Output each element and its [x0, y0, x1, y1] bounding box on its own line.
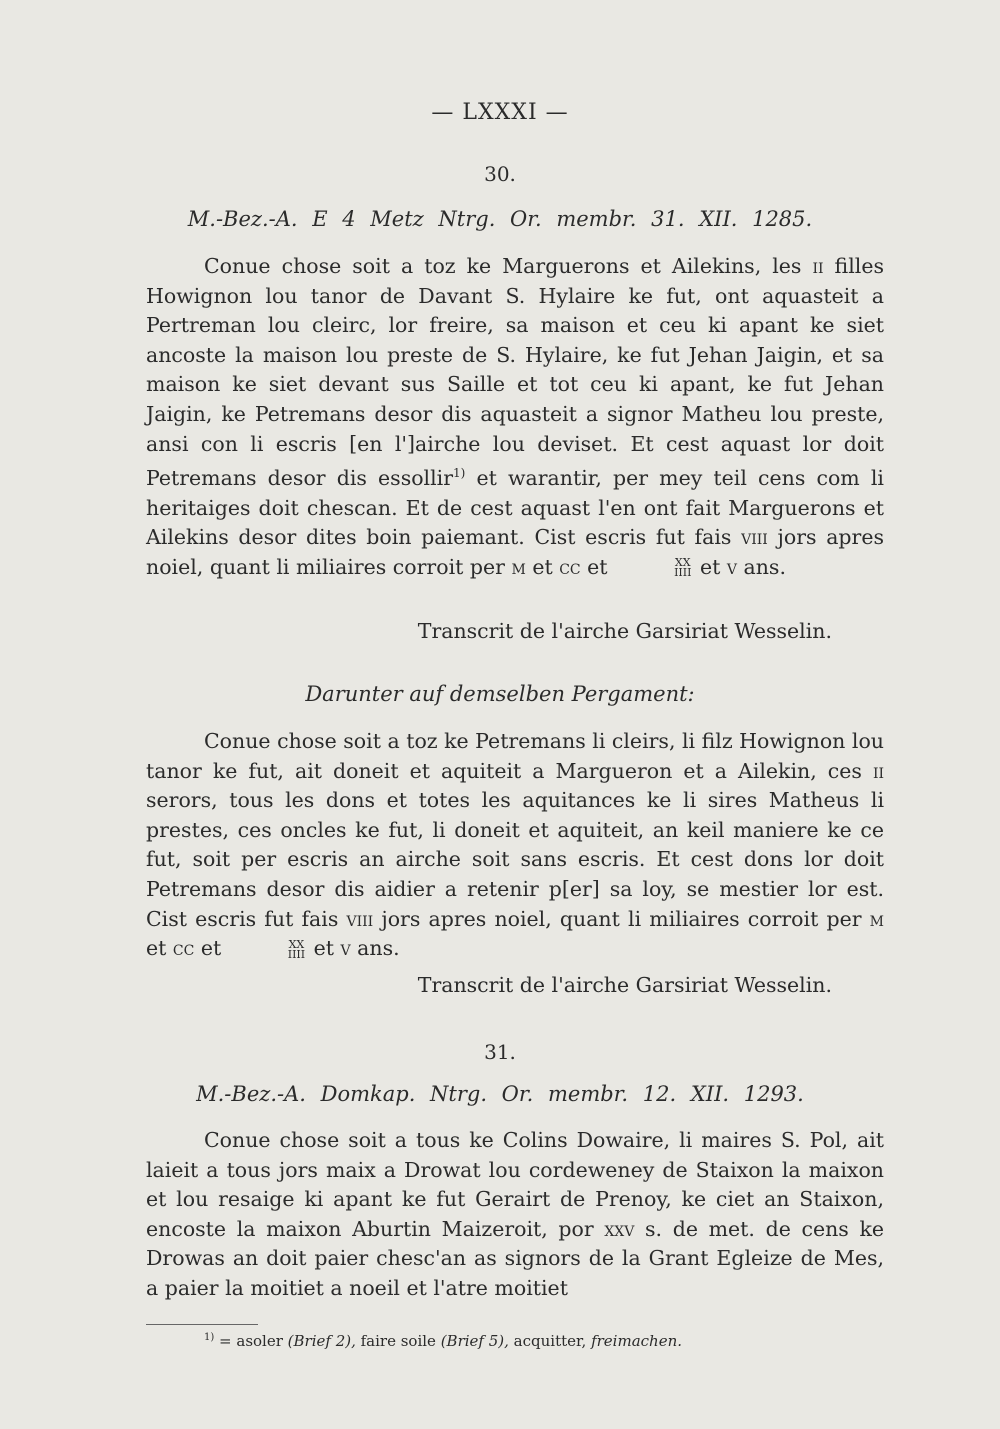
text-run: Conue chose soit a toz ke Marguerons et Ailekins, les: [204, 254, 813, 278]
roman-numeral: ii: [812, 254, 824, 278]
document-number-30: 30.: [484, 162, 516, 186]
text-run: serors, tous les dons et totes les aquitances ke li sires Matheus li prestes, ces oncles ke fut, li doneit et aquiteit, an keil maniere ke ce fut, soit per escris an airche soit sans escris. Et cest dons lor doit Petremans desor dis aidier a retenir p[er] sa loy, se mestier lor est. Cist escris fut fais: [146, 788, 884, 931]
signature-30: Transcrit de l'airche Garsiriat Wesselin.: [417, 619, 832, 643]
text-run: freimachen.: [591, 1332, 683, 1350]
text-run: s. de met. de cens ke Drowas an doit paier chesc'an as signors de la Grant Egleize de Mes, a paier la moitiet a noeil et l'atre moitiet: [146, 1216, 884, 1300]
text-run: acquitter,: [508, 1332, 592, 1350]
text-run: et: [525, 554, 560, 579]
roman-numeral: xxv: [604, 1216, 635, 1241]
page-number: — LXXXI —: [431, 100, 569, 125]
text-run: ans.: [350, 936, 400, 961]
footnote-ref: 1): [453, 466, 466, 481]
text-run: faire soile: [355, 1332, 441, 1350]
paragraph: [146, 727, 884, 964]
text-run: Conue chose soit a tous ke Colins Dowaire, li maires S. Pol, ait laieit a tous jors maix a Drowat lou cordeweney de Staixon la maixon et lou resaige ki apant ke fut Gerairt de Prenoy, ke ciet an Staixon, encoste la maixon Aburtin Maizeroit, por: [146, 1128, 884, 1241]
text-run: jors apres noiel, quant li miliaires corroit per: [146, 525, 884, 579]
text-run: filles Howignon lou tanor de Davant S. Hylaire ke fut, ont aquasteit a Pertreman lou cleirc, lor freire, sa maison et ceu ki apant ke siet ancoste la maison lou preste de S. Hylaire, ke fut Jehan Jaigin, et sa maison ke siet devant sus Saille et tot ceu ki apant, ke fut Jehan Jaigin, ke Petremans desor dis aquasteit a signor Matheu lou preste, ansi con li escris [en l']airche lou deviset. Et cest aquast lor doit Petremans desor dis essollir: [146, 254, 884, 490]
roman-numeral: v: [340, 936, 351, 961]
footnote-ref: (Brief 2),: [287, 1332, 356, 1350]
text-run: et warantir, per mey teil cens com li heritaiges doit chescan. Et de cest aquast l'en ont fait Marguerons et Ailekins desor dites boin paiemant. Cist escris fut fais: [146, 465, 884, 550]
roman-numeral: viii: [346, 906, 374, 931]
document-number-31: 31.: [484, 1040, 516, 1064]
text-run: = asoler: [214, 1332, 288, 1350]
document-30-text: [146, 252, 884, 582]
text-run: et: [194, 936, 228, 961]
fraction-bottom: IIII: [674, 566, 692, 580]
signature-darunter: Transcrit de l'airche Garsiriat Wesselin.: [417, 973, 832, 997]
roman-numeral: m: [511, 554, 526, 579]
roman-numeral: v: [726, 554, 737, 579]
roman-numeral: viii: [741, 525, 768, 550]
document-source-30: M.-Bez.-A. E 4 Metz Ntrg. Or. membr. 31. XII. 1285.: [187, 207, 813, 231]
footnote: [204, 1332, 682, 1350]
text-run: et: [580, 554, 615, 579]
paragraph: [146, 1126, 884, 1304]
text-run: et: [146, 936, 173, 961]
fraction-bottom: IIII: [287, 947, 306, 961]
document-source-31: M.-Bez.-A. Domkap. Ntrg. Or. membr. 12. XII. 1293.: [196, 1082, 804, 1106]
footnote-marker: 1): [204, 1332, 215, 1343]
roman-numeral: cc: [559, 554, 581, 579]
text-run: et: [307, 936, 341, 961]
footnote-ref: (Brief 5),: [440, 1332, 509, 1350]
roman-fraction: [616, 558, 691, 578]
text-run: Conue chose soit a toz ke Petremans li cleirs, li filz Howignon lou tanor ke fut, ait doneit et aquiteit a Margueron et a Ailekin, ces: [146, 729, 884, 783]
text-run: ans.: [736, 554, 786, 579]
footnote-divider: [146, 1324, 258, 1325]
darunter-heading: Darunter auf demselben Pergament:: [305, 682, 695, 706]
document-31-text: [146, 1126, 884, 1304]
roman-numeral: cc: [172, 936, 195, 961]
darunter-text: [146, 727, 884, 964]
text-run: et: [693, 554, 727, 579]
fraction-top: XX: [288, 937, 305, 951]
roman-fraction: [230, 937, 306, 961]
paragraph: [146, 252, 884, 582]
roman-numeral: m: [869, 906, 884, 931]
fraction-top: XX: [674, 556, 691, 570]
text-run: jors apres noiel, quant li miliaires corroit per: [373, 906, 870, 931]
roman-numeral: ii: [872, 758, 884, 783]
